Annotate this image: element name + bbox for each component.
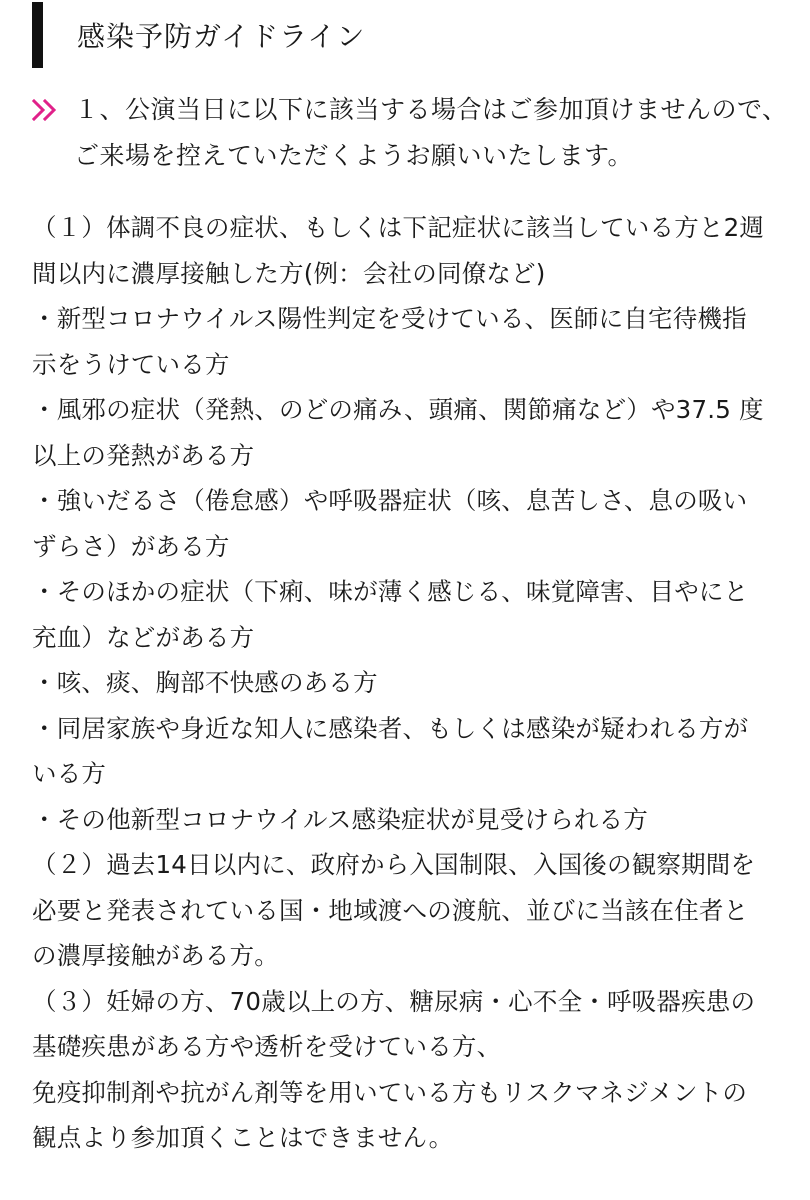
guideline-line: ・同居家族や身近な知人に感染者、もしくは感染が疑われる方が bbox=[32, 713, 749, 743]
guideline-line: ・そのほかの症状（下痢、味が薄く感じる、味覚障害、目やにと bbox=[32, 577, 749, 606]
heading-accent-bar bbox=[32, 2, 43, 68]
guideline-line: ・その他新型コロナウイルス感染症状が見受けられる方 bbox=[32, 804, 649, 834]
double-chevron-right-icon bbox=[32, 87, 74, 133]
guideline-line: ・新型コロナウイルス陽性判定を受けている、医師に自宅待機指 bbox=[32, 304, 747, 333]
guideline-line: 示をうけている方 bbox=[32, 349, 230, 379]
guideline-line: ずらさ）がある方 bbox=[32, 531, 230, 561]
guideline-line: 免疫抑制剤や抗がん剤等を用いている方もリスクマネジメントの bbox=[32, 1077, 748, 1107]
guideline-line: 以上の発熱がある方 bbox=[32, 440, 255, 470]
guideline-body bbox=[32, 205, 792, 1161]
notice-intro-text: １、公演当日に以下に該当する場合はご参加頂けませんので、 ご来場を控えていただくようお願いいたします。 bbox=[74, 95, 788, 170]
guideline-line: ・強いだるさ（倦怠感）や呼吸器症状（咳、息苦しさ、息の吸い bbox=[32, 486, 748, 515]
guideline-line: ・咳、痰、胸部不快感のある方 bbox=[32, 668, 378, 697]
guideline-line: 充血）などがある方 bbox=[32, 622, 255, 652]
guideline-line: 間以内に濃厚接触した方(例：会社の同僚など) bbox=[32, 258, 546, 288]
guideline-line: いる方 bbox=[32, 759, 107, 788]
guideline-line: （１）体調不良の症状、もしくは下記症状に該当している方と2週 bbox=[32, 213, 765, 242]
guideline-line: 基礎疾患がある方や透析を受けている方、 bbox=[32, 1032, 502, 1061]
notice-section bbox=[32, 87, 792, 179]
guideline-line: 必要と発表されている国・地域渡への渡航、並びに当該在住者と bbox=[32, 895, 749, 925]
guideline-line: 観点より参加頂くことはできません。 bbox=[32, 1123, 454, 1152]
guideline-line: ・風邪の症状（発熱、のどの痛み、頭痛、関節痛など）や37.5 度 bbox=[32, 395, 764, 424]
page-title: 感染予防ガイドライン bbox=[77, 20, 366, 53]
guideline-line: の濃厚接触がある方。 bbox=[32, 941, 279, 970]
guideline-line: （３）妊婦の方、70歳以上の方、糖尿病・心不全・呼吸器疾患の bbox=[32, 986, 756, 1016]
guideline-line: （２）過去14日以内に、政府から入国制限、入国後の観察期間を bbox=[32, 850, 756, 879]
section-heading bbox=[32, 2, 365, 68]
